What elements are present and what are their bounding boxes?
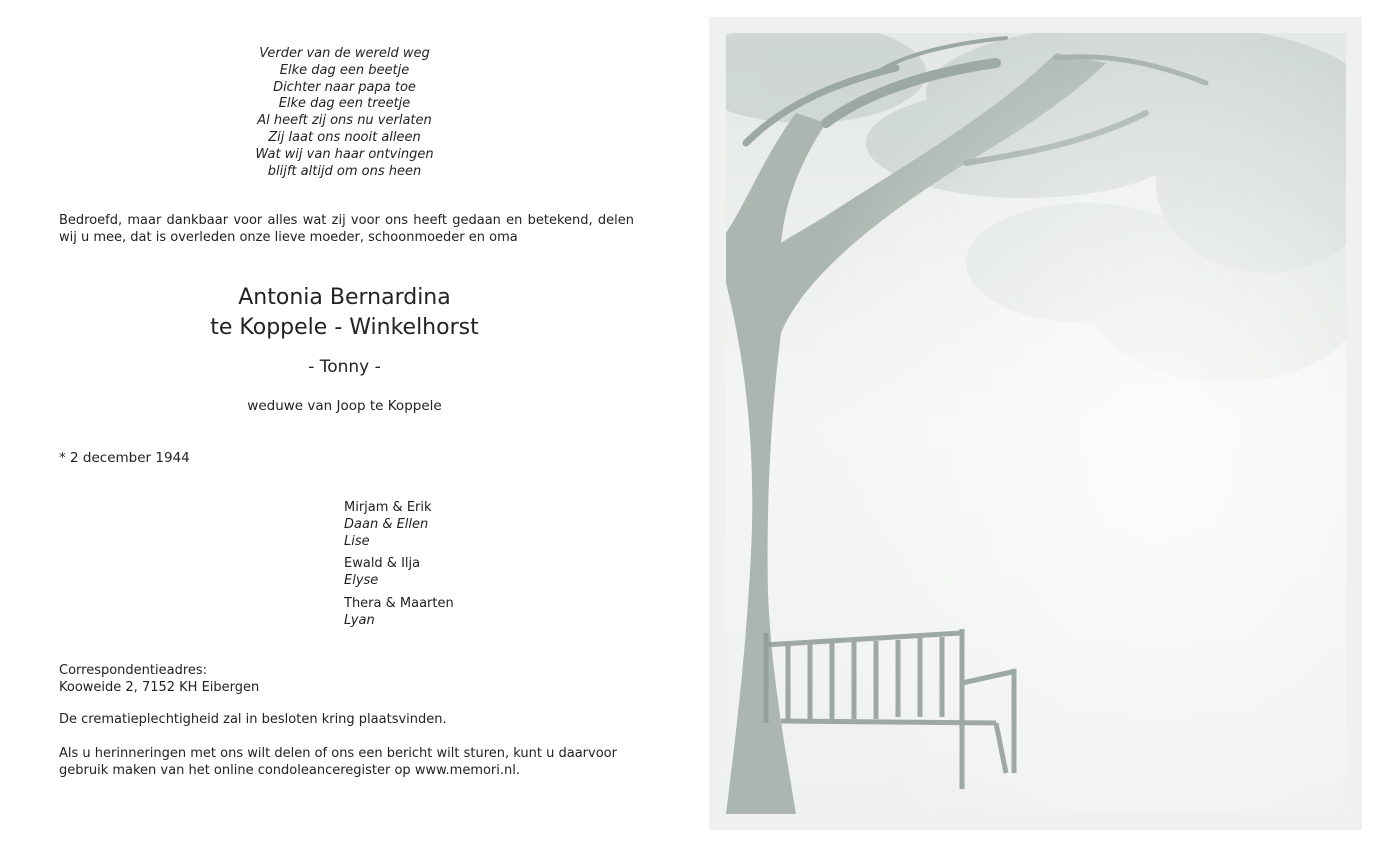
- widow-line: weduwe van Joop te Koppele: [247, 398, 442, 414]
- correspondence-address: Kooweide 2, 7152 KH Eibergen: [59, 679, 260, 695]
- tree-bench-photo-icon: [726, 33, 1346, 814]
- name-line-2: te Koppele - Winkelhorst: [210, 315, 479, 340]
- family-children: Elyse: [344, 573, 379, 589]
- nickname: - Tonny -: [308, 357, 381, 377]
- cremation-note: De crematieplechtigheid zal in besloten kring plaatsvinden.: [59, 712, 447, 727]
- correspondence-label: Correspondentieadres:: [59, 663, 208, 678]
- misty-tree-bench-illustration: [726, 33, 1346, 814]
- poem-line: Al heeft zij ons nu verlaten: [257, 113, 432, 129]
- family-children: Daan & Ellen: [344, 516, 429, 532]
- poem-line: Verder van de wereld weg: [259, 46, 430, 61]
- birth-date: * 2 december 1944: [59, 450, 190, 466]
- memories-note: Als u herinneringen met ons wilt delen of ons een bericht wilt sturen, kunt u daarvoor gebruik maken van het online condoleanceregister op www.memori.nl.: [59, 746, 617, 778]
- family-list: [344, 500, 454, 636]
- family-group: [344, 500, 454, 550]
- intro-paragraph: Bedroefd, maar dankbaar voor alles wat zij voor ons heeft gedaan en betekend, delen wij u mee, dat is overleden onze lieve moeder, schoonmoeder en oma: [59, 213, 634, 245]
- name-line-1: Antonia Bernardina: [238, 285, 451, 310]
- poem: [59, 46, 630, 180]
- poem-line: Elke dag een beetje: [279, 62, 410, 78]
- family-parents: Mirjam & Erik: [344, 500, 432, 515]
- family-group: [344, 596, 454, 630]
- poem-line: Elke dag een treetje: [278, 96, 411, 112]
- poem-line: Wat wij van haar ontvingen: [255, 146, 434, 162]
- family-group: [344, 556, 454, 590]
- poem-line: Dichter naar papa toe: [273, 79, 416, 95]
- poem-line: blijft altijd om ons heen: [267, 163, 422, 179]
- family-parents: Ewald & Ilja: [344, 556, 421, 572]
- poem-line: Zij laat ons nooit alleen: [268, 129, 421, 145]
- family-children: Lyan: [344, 612, 375, 628]
- correspondence: [59, 663, 634, 697]
- deceased-name: [59, 283, 630, 343]
- family-children: Lise: [344, 533, 370, 549]
- photo-frame: [709, 17, 1362, 830]
- family-parents: Thera & Maarten: [344, 595, 454, 611]
